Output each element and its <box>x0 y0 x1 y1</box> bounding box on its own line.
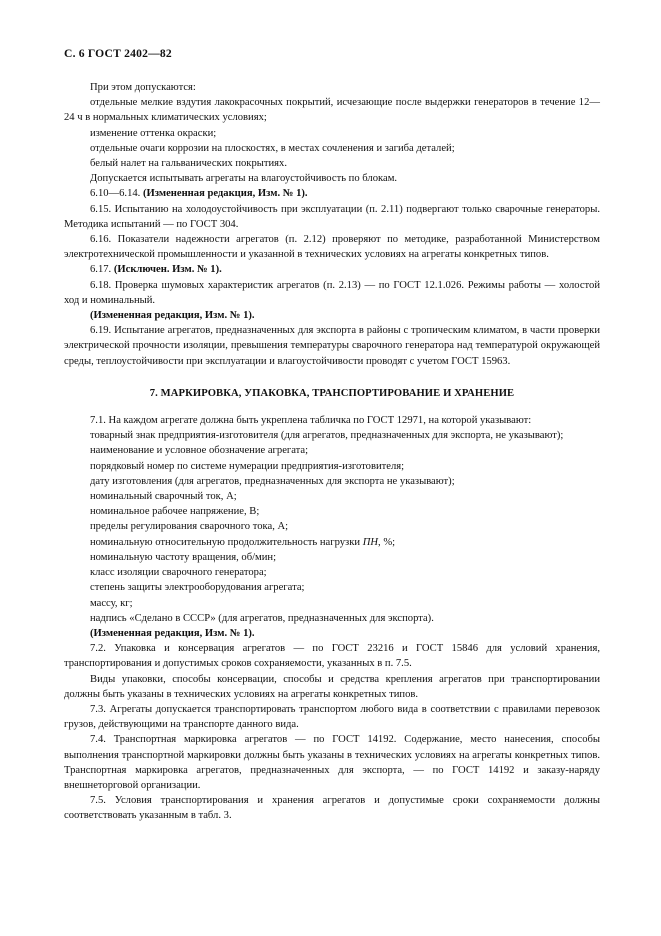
section-7 <box>64 413 600 823</box>
paragraph: наименование и условное обозначение агрегата; <box>90 445 309 457</box>
paragraph: 7.3. Агрегаты допускается транспортировать транспортом любого вида в соответствии с правилами перевозок грузов, действующими на транспорте данного вида. <box>64 703 600 731</box>
paragraph: отдельные очаги коррозии на плоскостях, в местах сочленения и загиба деталей; <box>90 142 455 154</box>
paragraph: отдельные мелкие вздутия лакокрасочных покрытий, исчезающие после выдержки генераторов в течение 12—24 ч в нормальных климатических условиях; <box>64 97 600 124</box>
section-title: 7. МАРКИРОВКА, УПАКОВКА, ТРАНСПОРТИРОВАНИЕ И ХРАНЕНИЕ <box>149 387 515 399</box>
clause-number: 6.17. <box>90 264 112 276</box>
section-6-continuation <box>64 80 600 369</box>
paragraph: Допускается испытывать агрегаты на влагоустойчивость по блокам. <box>90 173 398 185</box>
paragraph: 7.5. Условия транспортирования и хранения агрегатов и допустимые сроки сохраняемости должны соответствовать указанным в табл. 3. <box>64 795 600 822</box>
paragraph: массу, кг; <box>90 597 133 609</box>
paragraph: пределы регулирования сварочного тока, А; <box>90 521 289 533</box>
paragraph: белый налет на гальванических покрытиях. <box>90 158 287 170</box>
paragraph-text: номинальную относительную продолжительность нагрузки <box>90 536 363 548</box>
paragraph: номинальное рабочее напряжение, В; <box>90 506 260 518</box>
document-body <box>64 80 600 824</box>
paragraph: класс изоляции сварочного генератора; <box>90 567 267 579</box>
paragraph: изменение оттенка окраски; <box>90 127 217 139</box>
paragraph: 7.1. На каждом агрегате должна быть укреплена табличка по ГОСТ 12971, на которой указывают: <box>90 415 532 427</box>
amendment-note: (Измененная редакция, Изм. № 1). <box>90 627 255 639</box>
paragraph <box>64 535 600 550</box>
amendment-note: (Измененная редакция, Изм. № 1). <box>142 188 308 200</box>
paragraph-tail: , %; <box>378 536 396 548</box>
paragraph: надпись «Сделано в СССР» (для агрегатов, предназначенных для экспорта). <box>90 612 434 624</box>
paragraph: 6.19. Испытание агрегатов, предназначенных для экспорта в районы с тропическим климатом, в части проверки электрической прочности изоляции, превышения температуры сварочного генератора над температурой окружающей среды, теплоустойчивости при эксплуатации и влагоустойчивости проводят с учетом ГОСТ 15963. <box>64 325 600 367</box>
paragraph: номинальный сварочный ток, А; <box>90 491 237 503</box>
paragraph: 6.16. Показатели надежности агрегатов (п. 2.12) проверяют по методике, разработанной Министерством электротехнической промышленности и указанной в технических условиях на агрегаты конкретных типов. <box>64 234 600 261</box>
paragraph: 6.18. Проверка шумовых характеристик агрегатов (п. 2.13) — по ГОСТ 12.1.026. Режимы работы — холостой ход и номинальный. <box>64 279 600 306</box>
paragraph: 7.2. Упаковка и консервация агрегатов — по ГОСТ 23216 и ГОСТ 15846 для условий хранения, транспортирования и допустимых сроков сохраняемости, указанных в п. 7.5. <box>64 643 600 670</box>
paragraph: Виды упаковки, способы консервации, способы и средства крепления агрегатов при транспортировании должны быть указаны в технических условиях на агрегаты конкретных типов. <box>64 673 600 700</box>
paragraph: 6.15. Испытанию на холодоустойчивость при эксплуатации (п. 2.11) подвергают только сварочные генераторы. Методика испытаний — по ГОСТ 304. <box>64 203 600 230</box>
page-header: С. 6 ГОСТ 2402—82 <box>64 47 172 60</box>
paragraph: дату изготовления (для агрегатов, предназначенных для экспорта не указывают); <box>90 475 455 487</box>
italic-symbol: ПН <box>362 536 379 548</box>
clause-number: 6.10—6.14. <box>90 188 141 200</box>
amendment-note: (Измененная редакция, Изм. № 1). <box>90 310 255 322</box>
paragraph: порядковый номер по системе нумерации предприятия-изготовителя; <box>90 460 405 472</box>
paragraph: степень защиты электрооборудования агрегата; <box>90 582 305 594</box>
paragraph <box>64 186 600 201</box>
paragraph <box>64 262 600 277</box>
amendment-note: (Исключен. Изм. № 1). <box>113 264 222 276</box>
paragraph: 7.4. Транспортная маркировка агрегатов — по ГОСТ 14192. Содержание, место нанесения, способы выполнения транспортной маркировки должны быть указаны в технических условиях на агрегаты конкретных типов. Транспортная маркировка агрегатов, предназначенных для экспорта, — по ГОСТ 14192 и заказу-наряду внешнеторговой организации. <box>64 734 600 791</box>
paragraph: При этом допускаются: <box>90 82 196 93</box>
paragraph: товарный знак предприятия-изготовителя (для агрегатов, предназначенных для экспорта, не указывают); <box>90 430 564 442</box>
paragraph: номинальную частоту вращения, об/мин; <box>90 551 277 563</box>
